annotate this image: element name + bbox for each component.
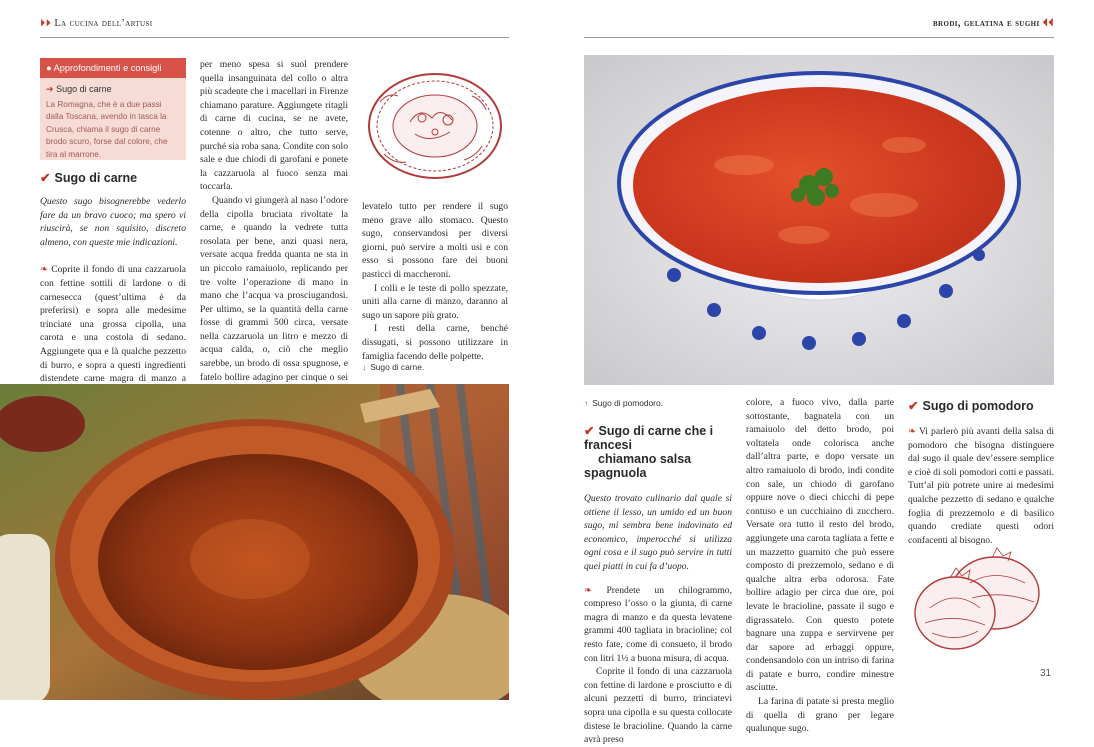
header-left-title: La cucina dell’artusi [54, 18, 153, 29]
chef-icon: ● [46, 63, 52, 73]
paragraph: La farina di patate si presta meglio di quella di grano per legare qualunque sugo. [746, 696, 894, 735]
page-number: 31 [1040, 668, 1052, 679]
section-salsa-spagnuola-col2 [746, 396, 894, 736]
arrow-down-icon: ↓ [362, 362, 367, 372]
checkmark-icon: ✔ [40, 171, 51, 185]
plate-illustration [360, 62, 510, 190]
photo-sugo-pomodoro [584, 55, 1054, 385]
caption-sugo-carne: ↓ Sugo di carne. [362, 362, 425, 372]
paragraph: ❧ Coprite il fondo di una cazzaruola con fettine sottili di lardone o di carnesecca (quest’ultima è da preferirsi) e sopra alle medesime trinciate una grossa cipolla, una carota e una costola di sedano. Aggiungete qua e là qualche pezzetto di burro, e sopra a questi ingredienti distendete carne magra di manzo a [40, 264, 186, 385]
tips-box-subheading-text: Sugo di carne [56, 84, 112, 94]
fleuron-icon: ❧ [908, 426, 919, 437]
section-title-sugo-carne: ✔ Sugo di carne [40, 171, 138, 185]
tips-box-header [40, 58, 186, 78]
paragraph: I resti della carne, benché dissugati, si possono utilizzare in famiglia facendo delle polpette. [362, 323, 508, 362]
tips-box [40, 58, 186, 160]
fleuron-icon: ❧ [584, 584, 607, 596]
double-chevron-right-icon: ⏵⏵ [40, 18, 52, 29]
paragraph: per meno spesa si suol prendere quella insanguinata del collo o altra più scadente che i macellari in Firenze chiamano parature. Aggiungete ritagli di carne di cucina, se ne avete, cotenne o altro, che tutto serve, purché sia roba sana. Condite con solo sale e due chiodi di garofani e ponete la cazzaruola al fuoco senza mai toccarla. [200, 59, 348, 193]
tips-box-subheading [40, 78, 186, 99]
arrow-icon: ➔ [46, 84, 54, 94]
paragraph: levatelo tutto per rendere il sugo meno grave allo stomaco. Questo sugo, conservandosi per diversi giorni, può servire a molti usi e con esso si possono fare dei buoni pasticci di maccheroni. [362, 201, 508, 280]
checkmark-icon: ✔ [908, 399, 919, 413]
header-right-title: brodi, gelatina e sughi [932, 18, 1040, 29]
photo-sugo-carne [0, 384, 509, 700]
section-sugo-carne-col1 [40, 170, 186, 413]
section-title-sugo-pomodoro: ✔ Sugo di pomodoro [908, 399, 1034, 413]
intro-sugo-carne: Questo sugo bisognerebbe vederlo fare da un bravo cuoco; ma spero vi riuscirà, se non squisito, discreto almeno, con queste mie indicazioni. [40, 196, 186, 248]
section-sugo-carne-col3 [362, 200, 508, 363]
paragraph: Coprite il fondo di una cazzaruola con fettine di lardone e prosciutto e di alcuni pezzetti di burro, trinciatevi sopra una cipolla e su questa collocate distese le bracioline. Quando la carne avrà preso [584, 666, 732, 746]
paragraph: Quando vi giungerà al naso l’odore della cipolla bruciata rivoltate la carne, e quando la vedrete tutta rosolata per bene, anzi quasi nera, versate acqua fredda quanta ne sta in un piccolo ramaiuolo, replicando per tre volte l’operazione di mano in mano che l’acqua va prosciugandosi. Per ultimo, se la quantità della carne fosse di grammi 500 circa, versate nella cazzaruola un litro e mezzo di acqua calda, o, ciò che meglio sarebbe, un brodo di ossa spugnose, e fatelo bollire adagino per cinque o sei [200, 194, 348, 383]
tomato-illustration [910, 538, 1046, 658]
header-rule-right [584, 37, 1054, 38]
caption-sugo-pomodoro: ↑ Sugo di pomodoro. [584, 398, 663, 408]
header-rule-left [40, 37, 509, 38]
tips-box-text: La Romagna, che è a due passi dalla Toscana, avendo in tasca la Crusca, chiama il sugo di carne brodo scuro, forse dal colore, che tira al marrone. [46, 100, 168, 159]
fleuron-icon: ❧ [40, 264, 52, 276]
arrow-up-icon: ↑ [584, 398, 589, 408]
section-salsa-spagnuola-col1 [584, 424, 732, 747]
intro-salsa-spagnuola: Questo trovato culinario dal quale si ottiene il lesso, un umido ed un buon sugo, mi sembra bene indovinato ed economico, imperocché si utilizza ogni cosa e il sugo può servire in tutti quei piatti in cui fa d’uopo. [584, 493, 732, 572]
paragraph: ❧ Vi parlerò più avanti della salsa di pomodoro che bisogna distinguere dal sugo il quale dev’essere semplice e cioè di soli pomodori cotti e passati. Tutt’al più potrete unire ai medesimi qualche pezzetto di sedano e qualche foglia di prezzemolo e di basilico quando crediate questi odori confacenti al bisogno. [908, 426, 1054, 546]
paragraph: I colli e le teste di pollo spezzate, uniti alla carne di manzo, daranno al sugo un sapore più grato. [362, 282, 508, 321]
header-left [40, 18, 153, 30]
header-right [933, 18, 1054, 30]
tips-box-heading: Approfondimenti e consigli [53, 63, 162, 73]
checkmark-icon: ✔ [584, 424, 595, 438]
double-chevron-left-icon: ⏴⏴ [1042, 18, 1054, 29]
paragraph: ❧ Prendete un chilogrammo, compreso l’osso o la giunta, di carne magra di manzo e da questa levatene grammi 400 tagliata in bracioline; col resto fate, come di consueto, il brodo con litri 1½ a buona misura, di acqua. [584, 584, 732, 664]
section-title-salsa-spagnuola: ✔ Sugo di carne che i francesi chiamano salsa spagnuola [584, 424, 714, 480]
section-sugo-pomodoro [908, 398, 1054, 547]
paragraph: colore, a fuoco vivo, dalla parte sottostante, bagnatela con un ramaiuolo del detto brodo, poi voltatela onde colorisca anche dall’altra parte, e dopo versate un altro ramaiuolo di brodo, indi condite con sale, un chiodo di garofano oppure nove o dieci chicchi di pepe contuso e un cucchiaino di zucchero. Versate ora tutto il resto del brodo, aggiungete una carota tagliata a fette e un mazzetto guarnito che può essere composto di prezzemolo, sedano e di qualche altra erba odorosa. Fate bollire adagio per circa due ore, poi levate le bracioline, passate il sugo e digrassatelo. Con questo potete bagnare una zuppa e servirvene per dar sapore ad erbaggi oppure, condensandolo con un intriso di farina di patate e burro, condire minestre asciutte. [746, 397, 894, 694]
